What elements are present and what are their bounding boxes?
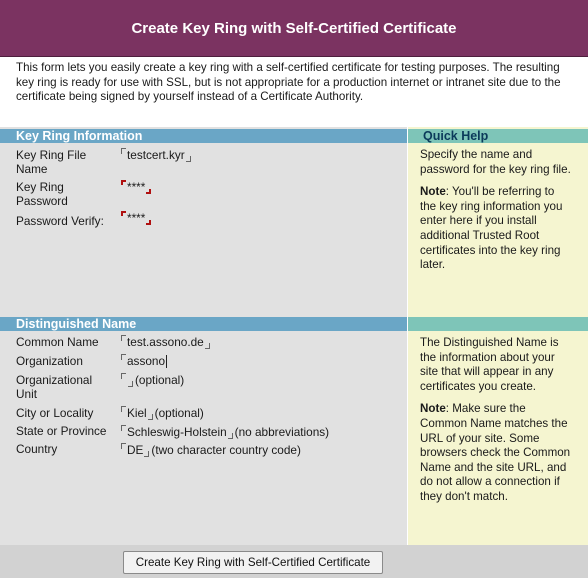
page-title: Create Key Ring with Self-Certified Certificate [0,0,588,57]
quick-help-header: Quick Help [408,129,588,143]
key-ring-password-label: Key Ring Password [16,180,68,208]
country-hint: (two character country code) [151,443,301,457]
city-label: City or Locality [16,406,94,420]
org-unit-label: Organizational Unit [16,373,93,401]
key-ring-password-field[interactable] [121,180,151,194]
state-label: State or Province [16,424,107,438]
city-hint: (optional) [154,406,204,420]
key-ring-help-note: : You'll be referring to the key ring information you enter here if you install additional Trusted Root certificates into the key ring later. [420,185,563,272]
key-ring-header: Key Ring Information [0,129,407,143]
dn-help-p2 [420,402,572,504]
organization-value: assono [127,354,166,368]
key-ring-help-note-label: Note [420,185,446,199]
key-ring-help-p1: Specify the name and password for the key ring file. [420,148,571,176]
create-key-ring-button[interactable]: Create Key Ring with Self-Certified Certificate [123,551,383,574]
key-ring-help-p2 [420,185,572,273]
state-field[interactable] [121,425,329,439]
intro-text: This form lets you easily create a key ring with a self-certified certificate for testing purposes. The resulting key ring is ready for use with SSL, but is not appropriate for a production internet or intranet site due to the certificate being signed by yourself instead of a Certificate Authority. [16,61,561,103]
organization-field[interactable] [121,354,167,368]
text-cursor [166,355,167,368]
common-name-field[interactable] [121,335,210,349]
country-field[interactable] [121,443,301,457]
city-value: Kiel [127,406,147,420]
country-label: Country [16,442,58,456]
org-unit-hint: (optional) [135,373,185,387]
password-verify-field[interactable] [121,211,151,225]
key-ring-help-text [420,148,572,281]
key-ring-file-field[interactable] [121,148,191,162]
password-verify-value: **** [127,211,146,225]
org-unit-field[interactable] [121,373,184,387]
dn-help-note: : Make sure the Common Name matches the URL of your site. Some browsers check the Common Name and the site URL, and do not allow a connection if they don't match. [420,402,571,503]
common-name-value: test.assono.de [127,335,204,349]
key-ring-file-label: Key Ring File Name [16,148,87,176]
key-ring-file-value: testcert.kyr [127,148,185,162]
city-field[interactable] [121,406,204,420]
organization-label: Organization [16,354,83,368]
key-ring-password-value: **** [127,180,146,194]
common-name-label: Common Name [16,335,99,349]
state-value: Schleswig-Holstein [127,425,227,439]
dn-help-note-label: Note [420,402,446,416]
country-value: DE [127,443,144,457]
dn-header: Distinguished Name [0,317,407,331]
password-verify-label: Password Verify: [16,214,104,228]
dn-help-text [420,336,572,513]
dn-help-header [408,317,588,331]
state-hint: (no abbreviations) [234,425,330,439]
dn-help-p1: The Distinguished Name is the information about your site that will appear in any certificates you create. [420,336,559,393]
